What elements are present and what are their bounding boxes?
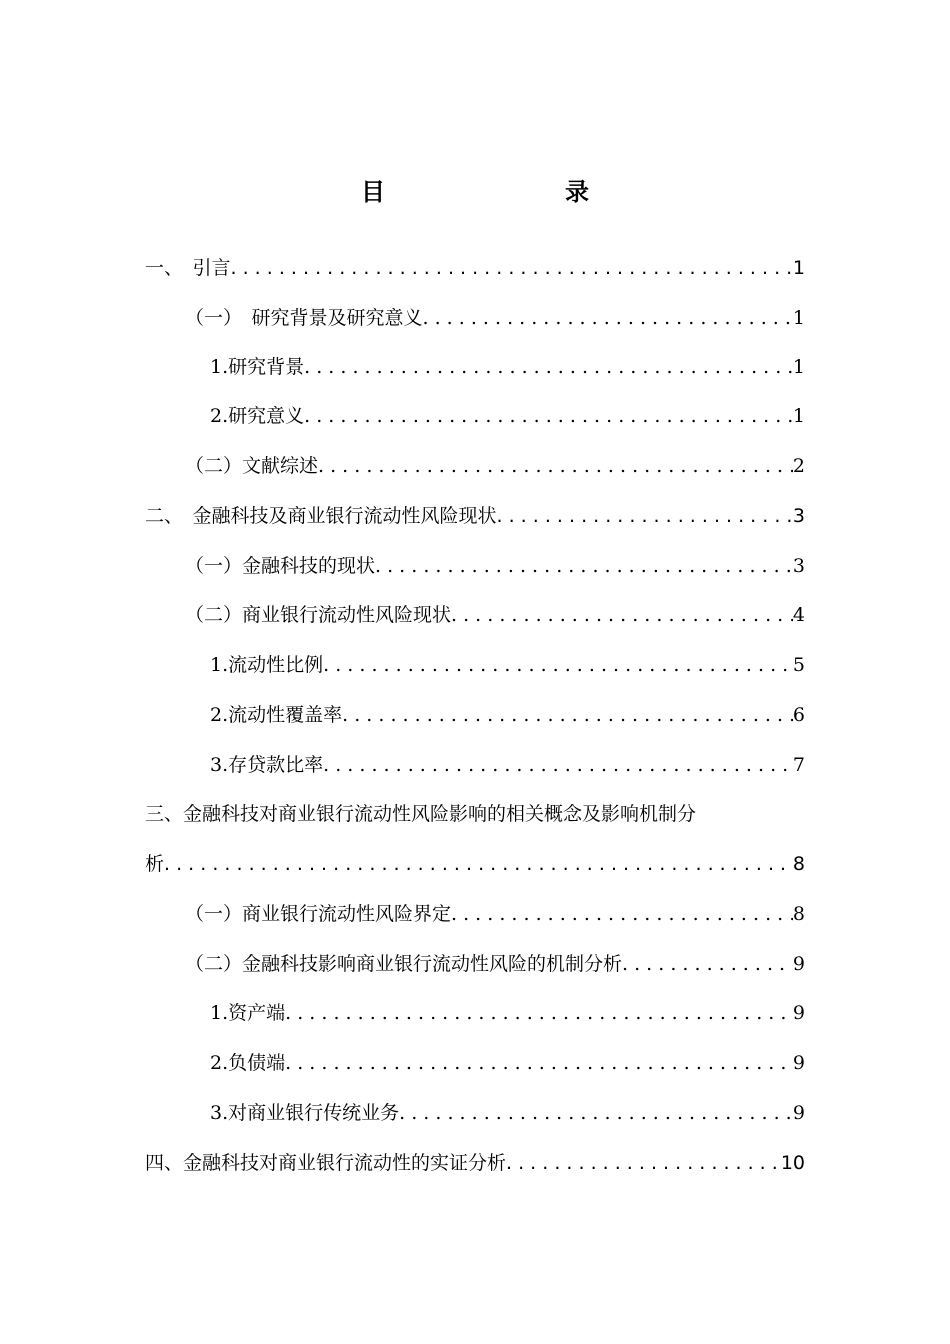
toc-entry[interactable] — [210, 1048, 805, 1078]
toc-leader-dots — [622, 953, 793, 975]
toc-leader-dots — [451, 604, 793, 626]
toc-entry-page: 5 — [792, 654, 805, 676]
toc-entry[interactable] — [185, 949, 805, 979]
toc-entry-label: （二）文献综述 — [185, 455, 319, 477]
toc-entry[interactable] — [185, 600, 805, 630]
toc-leader-dots — [375, 555, 793, 577]
toc-entry-page: 3 — [792, 555, 805, 577]
toc-leader-dots — [318, 455, 793, 477]
toc-leader-dots — [451, 903, 793, 925]
toc-leader-dots — [285, 1002, 793, 1024]
toc-entry-label: 3.存贷款比率 — [210, 754, 324, 776]
toc-entry-page: 1 — [792, 405, 805, 427]
toc-entry[interactable] — [210, 401, 805, 431]
toc-entry[interactable] — [210, 750, 805, 780]
toc-entry-page: 1 — [792, 307, 805, 329]
toc-leader-dots — [285, 1052, 793, 1074]
toc-entry[interactable] — [210, 998, 805, 1028]
toc-entry-label: 1.资产端 — [210, 1002, 286, 1024]
toc-entry-label: 1.流动性比例 — [210, 654, 324, 676]
toc-entry-label: （一） 研究背景及研究意义 — [185, 307, 423, 329]
toc-entry-page: 9 — [792, 1002, 805, 1024]
toc-entry-wrapped-line[interactable] — [145, 799, 805, 829]
toc-entry-label: 一、 引言 — [145, 257, 231, 279]
toc-leader-dots — [164, 853, 793, 875]
toc-entry[interactable] — [145, 1148, 805, 1178]
toc-leader-dots — [231, 257, 793, 279]
toc-entry-label: 三、金融科技对商业银行流动性风险影响的相关概念及影响机制分 — [145, 803, 697, 825]
toc-entry[interactable] — [210, 700, 805, 730]
toc-entry[interactable] — [185, 451, 805, 481]
toc-entry-label: 3.对商业银行传统业务 — [210, 1102, 400, 1124]
toc-entry-label: 二、 金融科技及商业银行流动性风险现状 — [145, 505, 497, 527]
toc-entry-page: 9 — [792, 1102, 805, 1124]
toc-leader-dots — [497, 505, 793, 527]
toc-entry-label: （二）金融科技影响商业银行流动性风险的机制分析 — [185, 953, 623, 975]
toc-entry-page: 2 — [792, 455, 805, 477]
toc-leader-dots — [399, 1102, 793, 1124]
toc-entry-page: 1 — [792, 257, 805, 279]
toc-entry-label-continued: 析 — [145, 853, 165, 875]
toc-leader-dots — [304, 405, 793, 427]
toc-entry-page: 6 — [792, 704, 805, 726]
toc-entry[interactable] — [185, 899, 805, 929]
toc-entry[interactable] — [145, 253, 805, 283]
toc-entry-page: 10 — [780, 1152, 805, 1174]
toc-entry[interactable] — [185, 551, 805, 581]
toc-leader-dots — [342, 704, 793, 726]
toc-entry[interactable] — [145, 849, 805, 879]
toc-entry-label: 2.研究意义 — [210, 405, 305, 427]
toc-entry-page: 1 — [792, 356, 805, 378]
toc-entry-label: 四、金融科技对商业银行流动性的实证分析 — [145, 1152, 507, 1174]
toc-entry[interactable] — [185, 303, 805, 333]
toc-leader-dots — [423, 307, 793, 329]
toc-entry-page: 4 — [792, 604, 805, 626]
toc-leader-dots — [323, 754, 793, 776]
toc-entry-page: 7 — [792, 754, 805, 776]
toc-entry-label: （一）商业银行流动性风险界定 — [185, 903, 452, 925]
toc-entry[interactable] — [145, 501, 805, 531]
toc-entry-label: 2.负债端 — [210, 1052, 286, 1074]
toc-entry-label: （二）商业银行流动性风险现状 — [185, 604, 452, 626]
toc-entry-page: 9 — [792, 1052, 805, 1074]
toc-leader-dots — [506, 1152, 781, 1174]
toc-entry[interactable] — [210, 650, 805, 680]
toc-entry-label: 1.研究背景 — [210, 356, 305, 378]
toc-leader-dots — [304, 356, 793, 378]
toc-entry-label: 2.流动性覆盖率 — [210, 704, 343, 726]
toc-entry-label: （一）金融科技的现状 — [185, 555, 376, 577]
toc-entry-page: 8 — [792, 853, 805, 875]
toc-entry-page: 3 — [792, 505, 805, 527]
toc-entry-page: 8 — [792, 903, 805, 925]
toc-entry[interactable] — [210, 1098, 805, 1128]
toc-entry-page: 9 — [792, 953, 805, 975]
toc-leader-dots — [323, 654, 793, 676]
toc-entry[interactable] — [210, 352, 805, 382]
page-title: 目 录 — [361, 178, 633, 206]
